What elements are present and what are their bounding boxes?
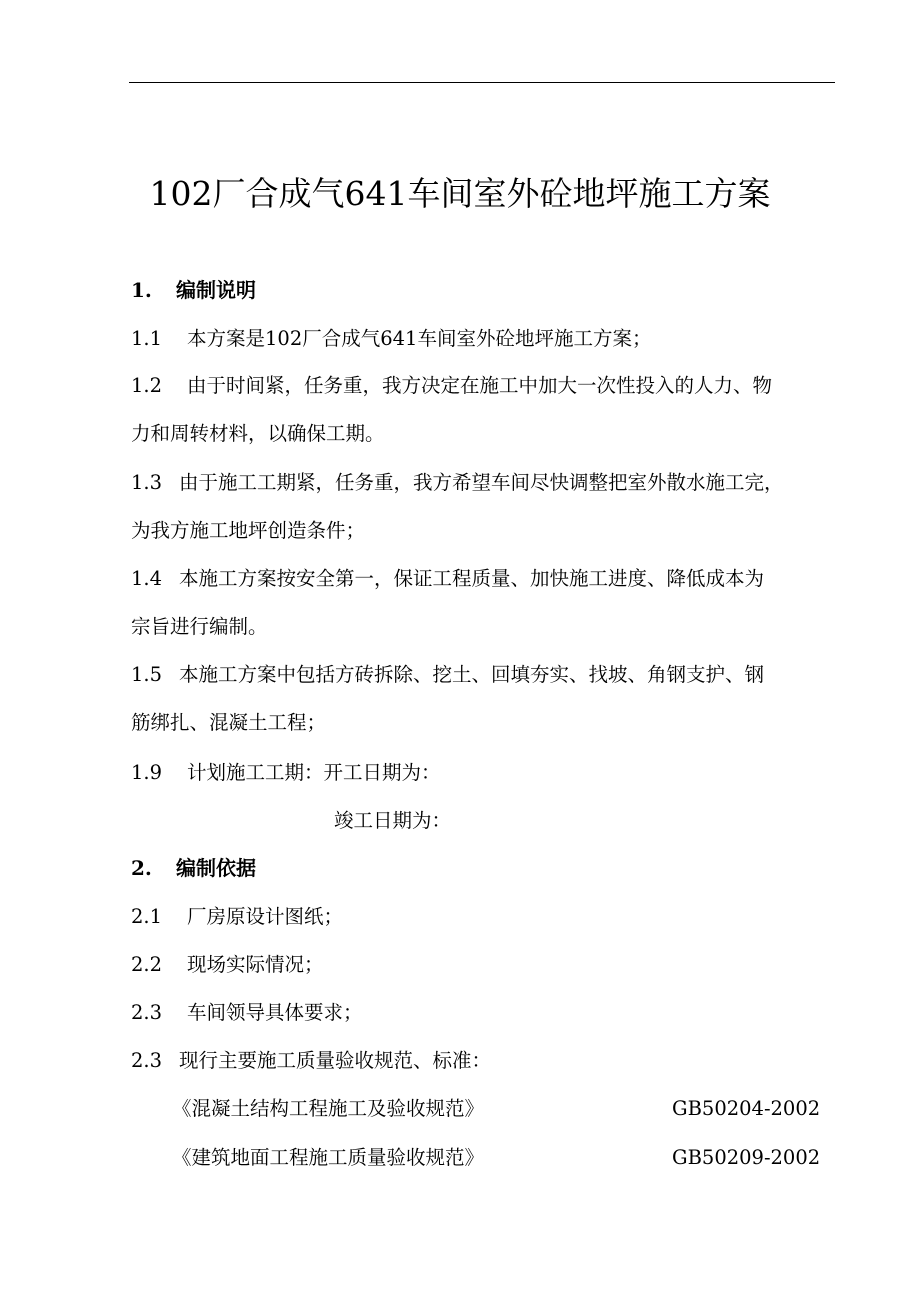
item-number: 1.5	[131, 663, 163, 686]
item-text: 由于时间紧，任务重，我方决定在施工中加大一次性投入的人力、物	[187, 374, 773, 397]
item-continuation: 力和周转材料，以确保工期。	[131, 422, 385, 445]
item-text: 车间领导具体要求；	[187, 1001, 363, 1024]
item-text: 本施工方案按安全第一，保证工程质量、加快施工进度、降低成本为	[179, 567, 765, 590]
item-number: 2.2	[131, 953, 163, 976]
list-item	[131, 1046, 491, 1076]
standard-code: GB50209-2002	[672, 1146, 821, 1169]
list-item	[131, 902, 343, 932]
item-number: 1.3	[131, 471, 163, 494]
list-item	[131, 468, 784, 498]
section-number: 2.	[131, 856, 152, 880]
standard-name: 《建筑地面工程施工质量验收规范》	[172, 1146, 485, 1169]
item-number: 2.3	[131, 1001, 163, 1024]
item-number: 1.1	[131, 327, 163, 350]
item-text: 现行主要施工质量验收规范、标准：	[179, 1049, 492, 1072]
item-text: 计划施工工期：开工日期为：	[187, 761, 441, 784]
list-item	[131, 998, 363, 1028]
item-continuation: 宗旨进行编制。	[131, 615, 268, 638]
section-heading-2	[131, 853, 256, 883]
item-text: 由于施工工期紧，任务重，我方希望车间尽快调整把室外散水施工完，	[179, 471, 784, 494]
item-number: 2.1	[131, 905, 163, 928]
completion-date-label: 竣工日期为：	[334, 809, 452, 832]
standard-code: GB50204-2002	[672, 1097, 821, 1120]
list-item	[131, 564, 764, 594]
section-title: 编制说明	[176, 278, 256, 302]
item-number: 1.9	[131, 761, 163, 784]
section-heading-1	[131, 275, 256, 305]
item-number: 1.4	[131, 567, 163, 590]
item-continuation: 筋绑扎、混凝土工程；	[131, 711, 327, 734]
list-item	[131, 371, 772, 401]
item-number: 2.3	[131, 1049, 163, 1072]
list-item	[131, 758, 441, 788]
list-item	[131, 324, 651, 354]
item-text: 现场实际情况；	[187, 953, 324, 976]
standard-name: 《混凝土结构工程施工及验收规范》	[172, 1097, 485, 1120]
list-item	[131, 660, 764, 690]
item-text: 厂房原设计图纸；	[187, 905, 344, 928]
section-number: 1.	[131, 278, 152, 302]
item-continuation: 为我方施工地坪创造条件；	[131, 519, 366, 542]
list-item	[131, 950, 324, 980]
item-text: 本施工方案中包括方砖拆除、挖土、回填夯实、找坡、角钢支护、钢	[179, 663, 765, 686]
header-rule	[129, 82, 835, 83]
item-number: 1.2	[131, 374, 163, 397]
document-title: 102厂合成气641车间室外砼地坪施工方案	[149, 174, 771, 213]
item-text: 本方案是102厂合成气641车间室外砼地坪施工方案；	[187, 327, 652, 350]
section-title: 编制依据	[176, 856, 256, 880]
